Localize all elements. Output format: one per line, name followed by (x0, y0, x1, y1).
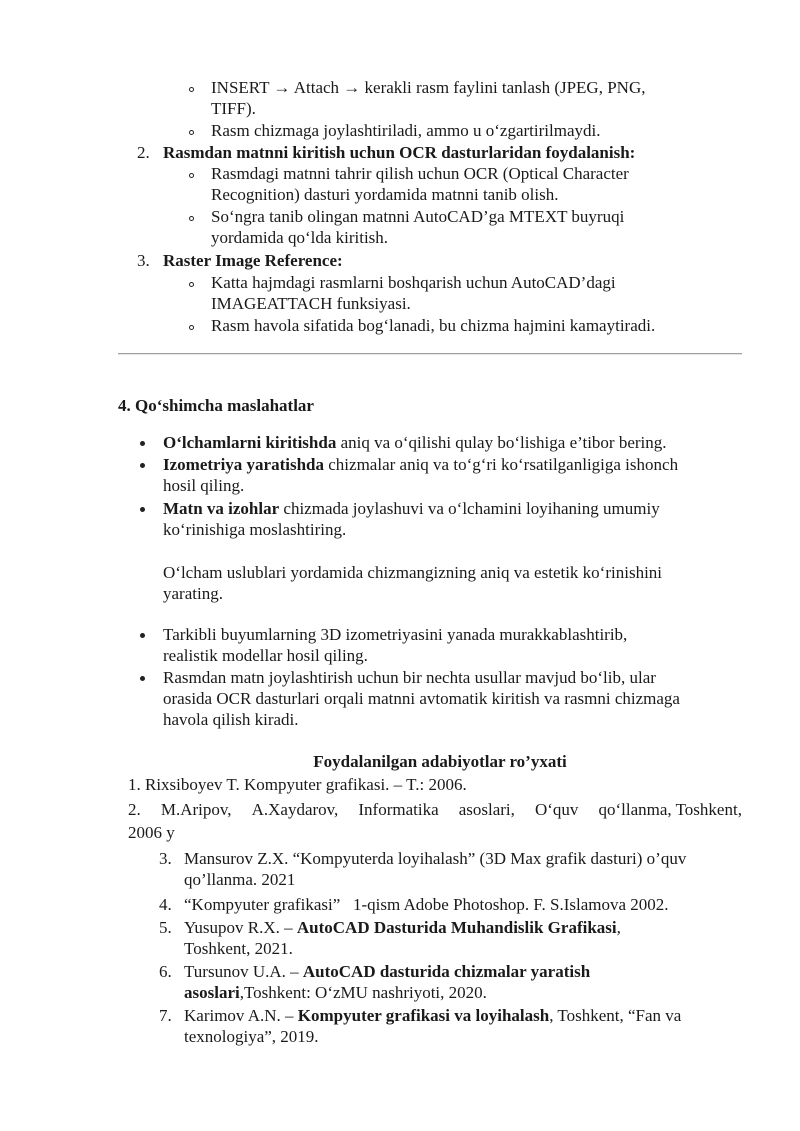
circle-bullet-icon (189, 325, 194, 330)
circle-bullet-icon (189, 87, 194, 92)
reference-item (184, 848, 686, 890)
text-rest: chizmada joylashuvi va o‘lchamini loyihaning umumiy (279, 499, 660, 518)
list-number: 3. (137, 251, 150, 270)
text-line: Recognition) dasturi yordamida matnni tanib olish. (211, 185, 559, 204)
bullet-icon (140, 463, 145, 468)
circle-bullet-icon (189, 130, 194, 135)
text-line: Rasmdan matn joylashtirish uchun bir nechta usullar mavjud bo‘lib, ular (163, 668, 656, 687)
text-line: hosil qiling. (163, 476, 245, 495)
author: Karimov A.N. – (184, 1006, 298, 1025)
bullet-icon (140, 676, 145, 681)
reference-item-line: 2006 y (128, 823, 175, 842)
reference-item (184, 961, 590, 1003)
references-heading: Foydalanilgan adabiyotlar ro’yxati (313, 752, 567, 771)
text-line: O‘lcham uslublari yordamida chizmangizning aniq va estetik ko‘rinishini (163, 563, 663, 582)
bold-lead: Izometriya yaratishda (163, 455, 325, 474)
list-item (163, 624, 627, 666)
list-number: 2. (137, 143, 150, 162)
list-number: 7. (159, 1006, 172, 1025)
word: asoslari, (458, 800, 515, 819)
punct: , (616, 918, 621, 937)
bold-lead: O‘lchamlarni kiritishda (163, 433, 337, 452)
text-line: Katta hajmdagi rasmlarni boshqarish uchun AutoCAD’dagi (211, 273, 616, 292)
reference-item: 1. Rixsiboyev T. Kompyuter grafikasi. – T.: 2006. (128, 775, 467, 794)
bullet-icon (140, 633, 145, 638)
list-number: 6. (159, 962, 172, 981)
book-title: Kompyuter grafikasi va loyihalash (297, 1006, 550, 1025)
list-item (211, 77, 645, 119)
list-item-title: Rasmdan matnni kiritish uchun OCR dasturlaridan foydalanish: (163, 143, 636, 162)
word: qo‘llanma, Toshkent, (598, 800, 742, 819)
list-item (211, 272, 616, 314)
bullet-icon (140, 507, 145, 512)
list-item (163, 432, 667, 453)
list-item (163, 498, 660, 540)
list-item (211, 315, 655, 336)
list-item (211, 206, 624, 248)
bullet-icon (140, 441, 145, 446)
text-line: So‘ngra tanib olingan matnni AutoCAD’ga MTEXT buyruqi (211, 207, 625, 226)
list-item (211, 120, 600, 141)
text-line: orasida OCR dasturlari orqali matnni avtomatik kiritish va rasmni chizmaga (163, 689, 680, 708)
word: M.Aripov, (160, 800, 232, 819)
word: Informatika (358, 800, 439, 819)
text-line: Rasmdagi matnni tahrir qilish uchun OCR (Optical Character (211, 164, 629, 183)
circle-bullet-icon (189, 173, 194, 178)
text-rest: chizmalar aniq va to‘g‘ri ko‘rsatilganligiga ishonch (324, 455, 679, 474)
text-line: Toshkent, 2021. (184, 939, 293, 958)
circle-bullet-icon (189, 282, 194, 287)
book-title: AutoCAD dasturida chizmalar yaratish (302, 962, 591, 981)
text-line: Rasm havola sifatida bog‘lanadi, bu chizma hajmini kamaytiradi. (211, 316, 656, 335)
author: Tursunov U.A. – (184, 962, 303, 981)
word: 2. (128, 800, 141, 819)
text-rest: ,Toshkent: O‘zMU nashriyoti, 2020. (239, 983, 487, 1002)
author: Yusupov R.X. – (184, 918, 297, 937)
text-line: yordamida qo‘lda kiritish. (211, 228, 389, 247)
word: O‘quv (534, 800, 579, 819)
reference-item (184, 917, 621, 959)
circle-bullet-icon (189, 216, 194, 221)
list-number: 3. (159, 849, 172, 868)
text-line: INSERT → Attach → kerakli rasm faylini tanlash (JPEG, PNG, (211, 78, 646, 97)
text-line: yarating. (163, 584, 223, 603)
list-item (163, 667, 680, 730)
list-number: 5. (159, 918, 172, 937)
text-line: qo’llanma. 2021 (184, 870, 296, 889)
text-line: havola qilish kiradi. (163, 710, 299, 729)
reference-item (184, 1005, 681, 1047)
list-number: 4. (159, 895, 172, 914)
section-heading: 4. Qo‘shimcha maslahatlar (118, 396, 314, 415)
text-line: Tarkibli buyumlarning 3D izometriyasini yanada murakkablashtirib, (163, 625, 628, 644)
bold-lead: Matn va izohlar (163, 499, 280, 518)
text-line: texnologiya”, 2019. (184, 1027, 319, 1046)
text-line: Mansurov Z.X. “Kompyuterda loyihalash” (3D Max grafik dasturi) o’quv (184, 849, 687, 868)
book-title: AutoCAD Dasturida Muhandislik Grafikasi (296, 918, 617, 937)
list-item (163, 454, 678, 496)
reference-item-line (128, 799, 742, 820)
reference-item: “Kompyuter grafikasi” 1-qism Adobe Photoshop. F. S.Islamova 2002. (184, 895, 669, 914)
text-line: ko‘rinishiga moslashtiring. (163, 520, 347, 539)
text-line: TIFF). (211, 99, 256, 118)
text-rest: , Toshkent, “Fan va (549, 1006, 682, 1025)
list-item (211, 163, 629, 205)
text-line: Rasm chizmaga joylashtiriladi, ammo u o‘zgartirilmaydi. (211, 121, 601, 140)
horizontal-divider (118, 353, 742, 355)
list-item-title: Raster Image Reference: (163, 251, 343, 270)
book-title: asoslari (184, 983, 240, 1002)
text-line: IMAGEATTACH funksiyasi. (211, 294, 411, 313)
paragraph (163, 562, 662, 604)
word: A.Xaydarov, (251, 800, 339, 819)
text-rest: aniq va o‘qilishi qulay bo‘lishiga e’tibor bering. (336, 433, 667, 452)
text-line: realistik modellar hosil qiling. (163, 646, 368, 665)
